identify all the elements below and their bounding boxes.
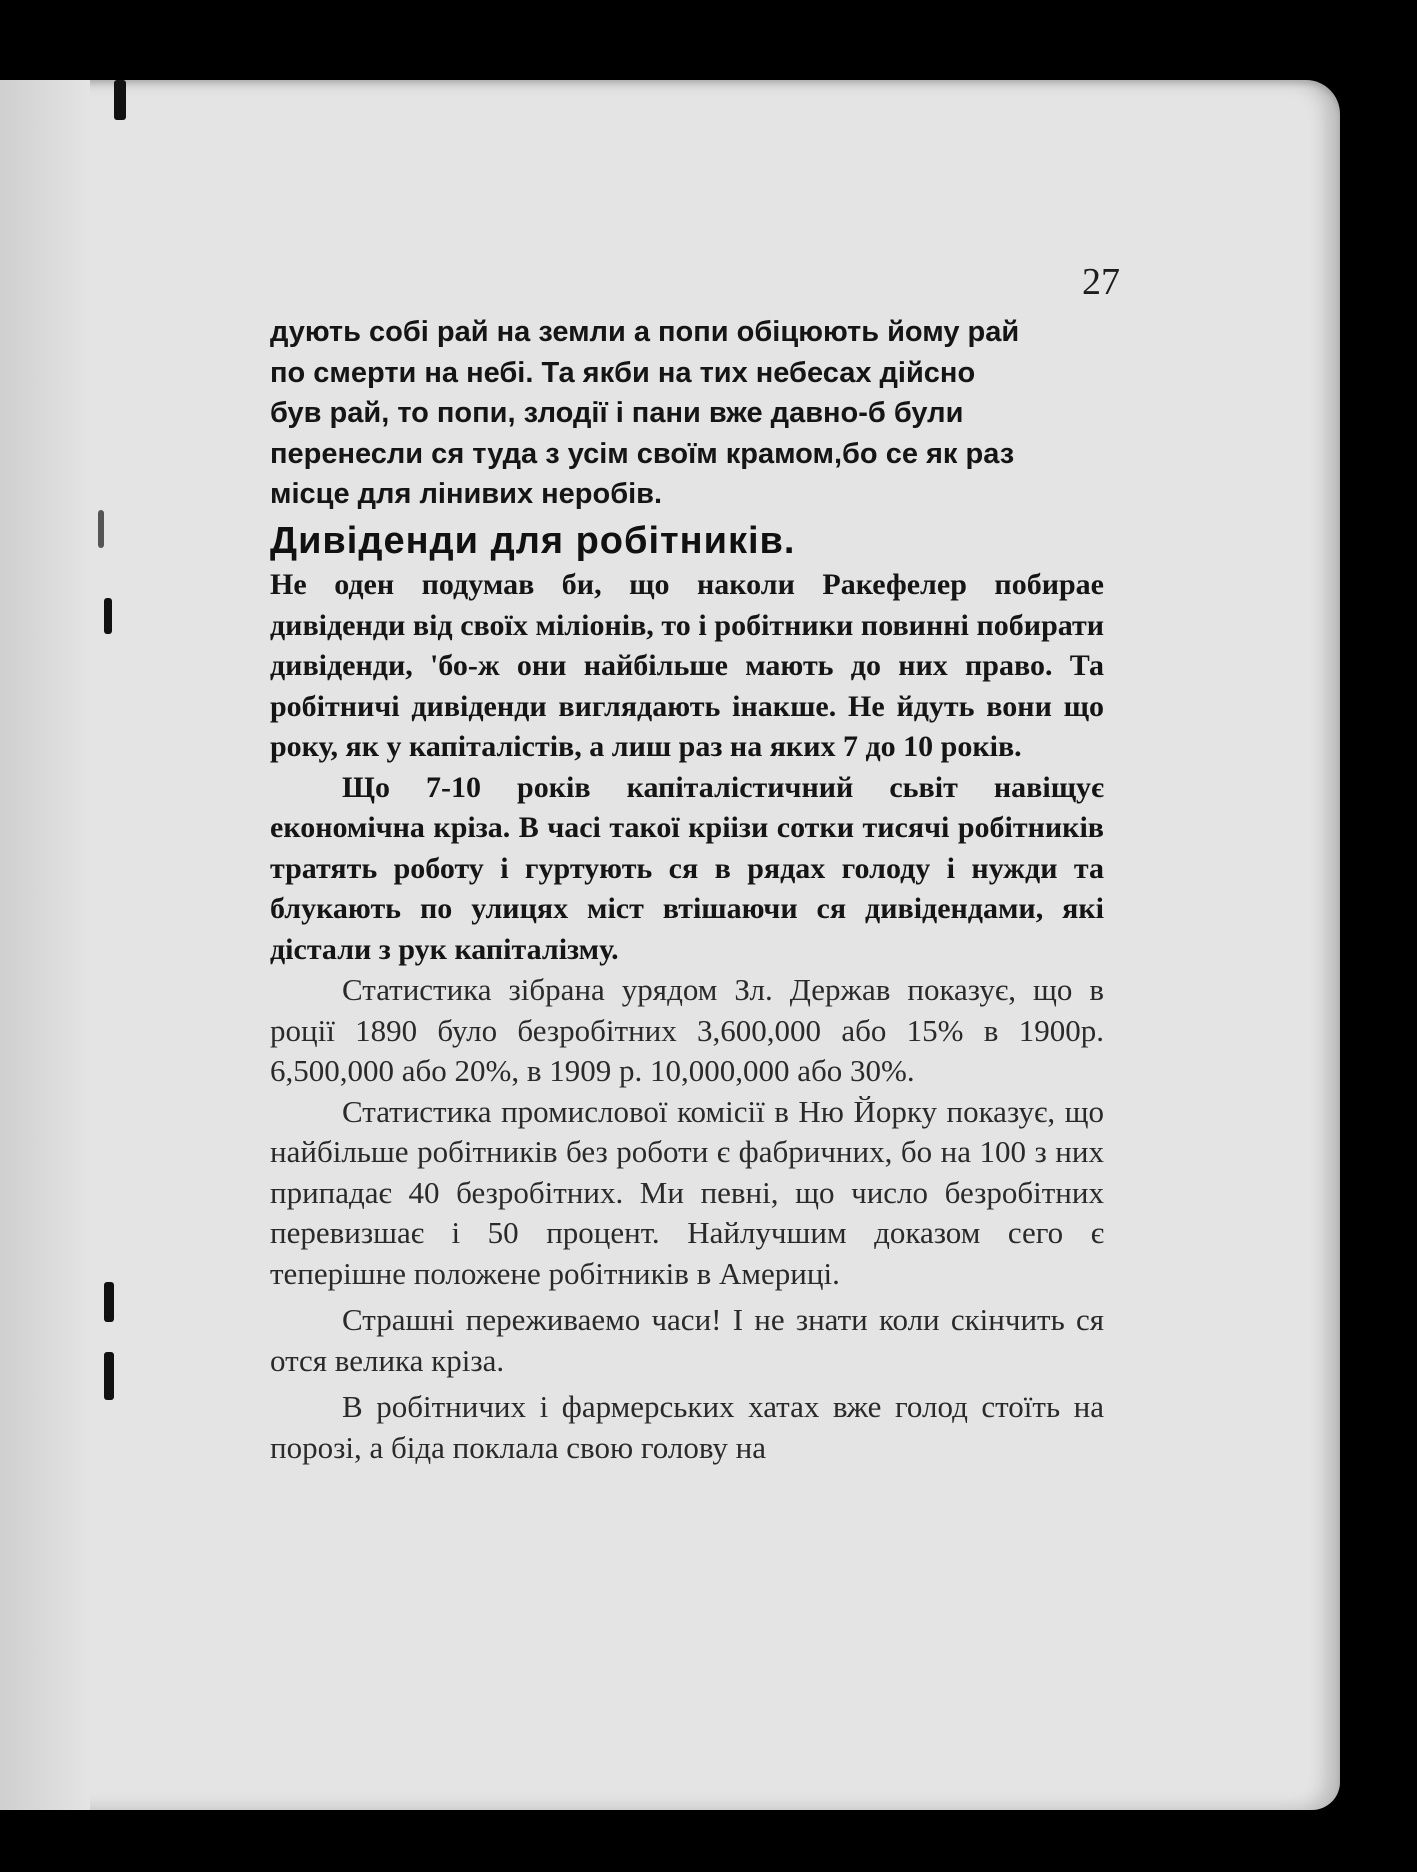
section-heading: Дивіденди для робітників. — [270, 519, 796, 562]
paragraph: Статистика промислової комісії в Ню Йорку показує, що найбільше робітників без роботи є фабричних, бо на 100 з них припадає 40 безробітних. Ми певні, що число безробітних перевизшає і 50 процент. Найлучшим доказом сего є теперішне положене робітників в Америці. — [270, 1093, 1104, 1291]
intro-paragraph — [270, 312, 1104, 515]
paragraph: В робітничих і фармерських хатах вже голод стоїть на порозі, а біда поклала свою голову на — [270, 1389, 1104, 1465]
page-margin-shadow — [0, 80, 90, 1810]
paragraph: Статистика зібрана урядом Зл. Держав показує, що в роції 1890 було безробітних 3,600,000 або 15% в 1900р. 6,500,000 або 20%, в 1909 р. 10,000,000 або 30%. — [270, 972, 1104, 1088]
binding-mark — [104, 598, 112, 634]
text-line: дують собі рай на земли а попи обіцюють йому рай — [270, 316, 1020, 348]
text-line: по смерти на небі. Та якби на тих небесах дійсно — [270, 356, 976, 389]
body-text — [270, 312, 1104, 1468]
text-line: місце для лінивих неробів. — [270, 478, 663, 510]
paragraph: Страшні переживаемо часи! І не знати коли скінчить ся отся велика кріза. — [270, 1302, 1104, 1378]
binding-mark — [104, 1352, 114, 1400]
page-number: 27 — [1082, 261, 1120, 303]
book-page — [0, 80, 1340, 1810]
paragraph: Не оден подумав би, що наколи Ракефелер побирае дивіденди від своїх міліонів, то і робітники повинні побирати дивіденди, 'бо-ж они найбільше мають до них право. Та робітничі дивіденди виглядають інакше. Не йдуть вони що року, як у капіталістів, а лиш раз на яких 7 до 10 років. — [270, 568, 1104, 763]
binding-mark — [114, 80, 126, 120]
text-line: був рай, то попи, злодії і пани вже давно-б були — [270, 397, 964, 429]
binding-mark — [98, 510, 104, 548]
paragraph: Що 7-10 років капіталістичний сьвіт навіщує економічна кріза. В часі такої кріізи сотки тисячі робітників тратять роботу і гуртують ся в рядах голоду і нужди та блукають по улицях міст втішаючи ся дивідендами, які дістали з рук капіталізму. — [270, 770, 1104, 966]
binding-mark — [104, 1282, 114, 1322]
text-line: перенесли ся туда з усім своїм крамом,бо се як раз — [270, 437, 1015, 470]
